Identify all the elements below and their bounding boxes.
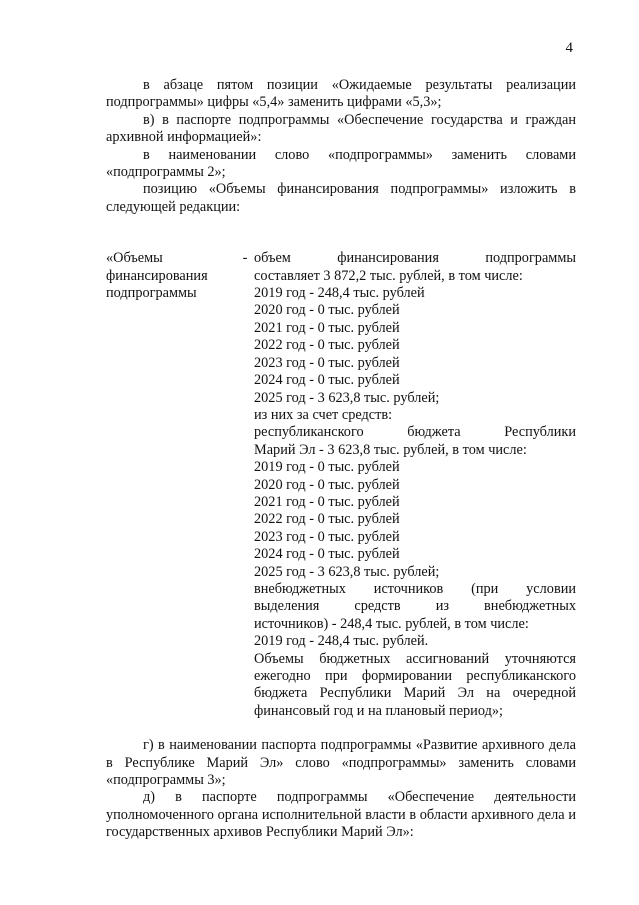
table-label-cell xyxy=(106,250,236,720)
paragraph: в абзаце пятом позиции «Ожидаемые результаты реализации подпрограммы» цифры «5,4» заменить цифрами «5,3»; xyxy=(106,77,576,111)
value-line: 2022 год - 0 тыс. рублей xyxy=(254,511,400,528)
value-line: 2020 год - 0 тыс. рублей xyxy=(254,302,400,319)
value-line: 2025 год - 3 623,8 тыс. рублей; xyxy=(254,389,440,406)
page-number: 4 xyxy=(565,40,573,56)
value-line: 2023 год - 0 тыс. рублей xyxy=(254,528,400,545)
value-line: Марий Эл - 3 623,8 тыс. рублей, в том числе: xyxy=(254,441,527,458)
value-line: 2022 год - 0 тыс. рублей xyxy=(254,337,400,354)
value-line: 2025 год - 3 623,8 тыс. рублей; xyxy=(254,563,440,580)
value-line: внебюджетных источников (при условии xyxy=(254,580,576,597)
value-line: составляет 3 872,2 тыс. рублей, в том числе: xyxy=(254,267,523,284)
value-line: 2021 год - 0 тыс. рублей xyxy=(254,319,400,336)
value-line: объем финансирования подпрограммы xyxy=(254,250,576,267)
value-line: из них за счет средств: xyxy=(254,406,393,423)
paragraph: позицию «Объемы финансирования подпрограммы» изложить в следующей редакции: xyxy=(106,181,576,215)
label-line: подпрограммы xyxy=(106,285,197,302)
value-line: 2019 год - 248,4 тыс. рублей xyxy=(254,285,425,302)
label-line: финансирования xyxy=(106,267,208,284)
value-line: 2020 год - 0 тыс. рублей xyxy=(254,476,400,493)
value-line: 2023 год - 0 тыс. рублей xyxy=(254,354,400,371)
value-line: республиканского бюджета Республики xyxy=(254,424,576,441)
paragraph: в) в паспорте подпрограммы «Обеспечение государства и граждан архивной информацией»: xyxy=(106,111,576,146)
value-closing-text: Объемы бюджетных ассигнований уточняются ежегодно при формировании республиканского бюджета Республики Марий Эл на очередной финансовый год и на плановый период»; xyxy=(254,650,576,719)
value-line: 2019 год - 248,4 тыс. рублей. xyxy=(254,633,429,650)
paragraph: г) в наименовании паспорта подпрограммы «Развитие архивного дела в Республике Марий Эл» слово «подпрограммы» заменить словами «подпрограммы 3»; xyxy=(106,737,576,789)
label-line: «Объемы xyxy=(106,250,163,267)
value-line: выделения средств из внебюджетных xyxy=(254,598,576,615)
value-line: источников) - 248,4 тыс. рублей, в том числе: xyxy=(254,615,529,632)
document-body xyxy=(106,77,576,842)
paragraph: д) в паспорте подпрограммы «Обеспечение деятельности уполномоченного органа исполнительной власти в области архивного дела и государственных архивов Республики Марий Эл»: xyxy=(106,789,576,841)
table-dash: - xyxy=(242,250,248,267)
value-line: 2024 год - 0 тыс. рублей xyxy=(254,372,400,389)
value-line: 2019 год - 0 тыс. рублей xyxy=(254,459,400,476)
value-line: 2021 год - 0 тыс. рублей xyxy=(254,493,400,510)
financing-table xyxy=(106,250,576,720)
paragraph: в наименовании слово «подпрограммы» заменить словами «подпрограммы 2»; xyxy=(106,146,576,181)
table-value-cell xyxy=(254,250,576,720)
value-line: 2024 год - 0 тыс. рублей xyxy=(254,546,400,563)
